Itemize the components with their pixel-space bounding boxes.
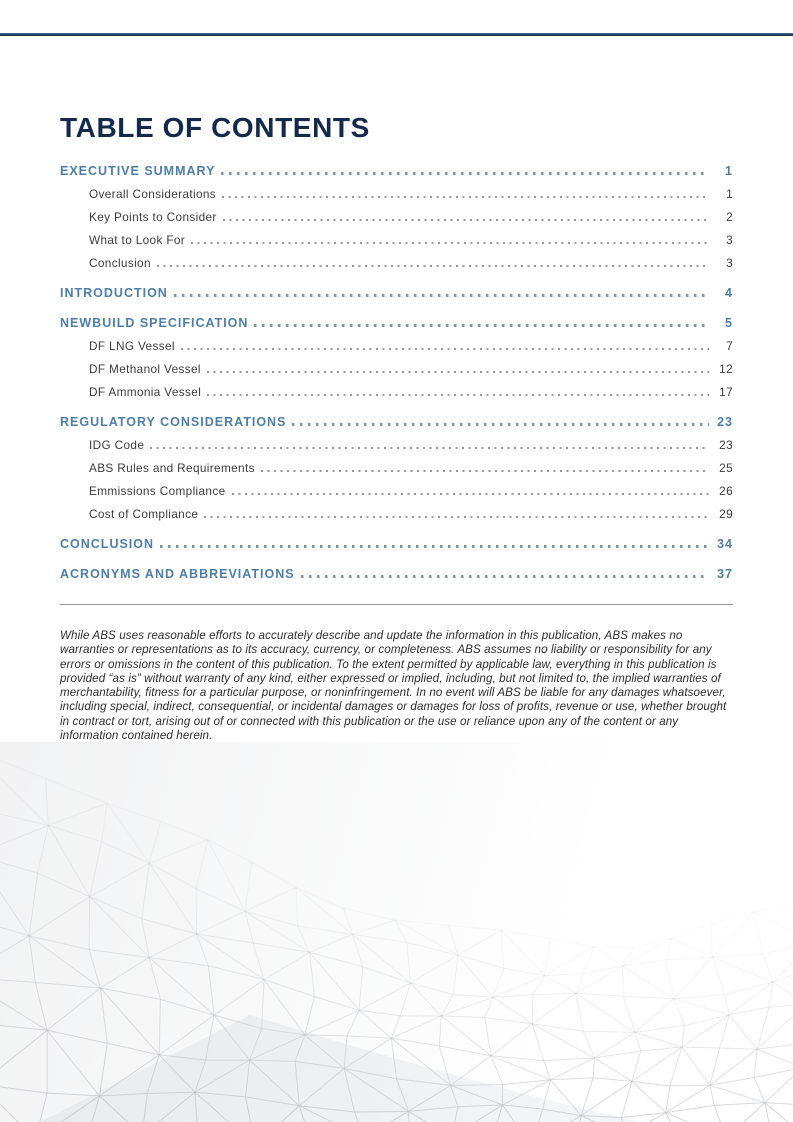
toc-entry-page: 7 (726, 338, 733, 353)
toc-entry-page: 25 (719, 460, 733, 475)
toc-entry-page: 1 (725, 163, 733, 178)
toc-entry-page: 5 (725, 315, 733, 330)
toc-leader-dots (292, 423, 709, 426)
toc-entry-page: 3 (726, 232, 733, 247)
toc-leader-dots (150, 447, 709, 449)
toc-entry[interactable] (60, 380, 733, 403)
toc-leader-dots (223, 219, 709, 221)
toc-entry[interactable] (60, 228, 733, 251)
toc-entry-label: What to Look For (89, 232, 186, 247)
toc-entry-page: 34 (717, 536, 733, 551)
toc-leader-dots (191, 242, 709, 244)
toc-entry-label: Emmissions Compliance (89, 483, 226, 498)
toc-leader-dots (174, 294, 709, 297)
toc-entry[interactable] (60, 334, 733, 357)
background-gray-wash (0, 742, 793, 1122)
toc-entry-label: NEWBUILD SPECIFICATION (60, 315, 249, 330)
toc-leader-dots (181, 348, 709, 350)
toc-entry[interactable] (60, 562, 733, 585)
toc-entry[interactable] (60, 357, 733, 380)
toc-entry[interactable] (60, 159, 733, 182)
toc-leader-dots (160, 545, 709, 548)
toc-entry-label: IDG Code (89, 437, 145, 452)
toc-entry-label: REGULATORY CONSIDERATIONS (60, 414, 287, 429)
disclaimer-text: While ABS uses reasonable efforts to accurately describe and update the information in this publication, ABS makes no warranties or representations as to its accuracy, currency, or completeness. ABS assumes no liability or responsibility for any errors or omissions in the content of this publication. To the extent permitted by applicable law, everything in this publication is provided “as is” without warranty of any kind, either expressed or implied, including, but not limited to, the implied warranties of merchantability, fitness for a particular purpose, or noninfringement. In no event will ABS be liable for any damages whatsoever, including special, indirect, consequential, or incidental damages or damages for loss of profits, revenue or use, whether brought in contract or tort, arising out of or connected with this publication or the use or reliance upon any of the content or any information contained herein. (60, 629, 727, 743)
toc-content-block (60, 112, 733, 743)
toc-entry[interactable] (60, 479, 733, 502)
toc-entry-page: 37 (717, 566, 733, 581)
toc-entry-label: Key Points to Consider (89, 209, 217, 224)
toc-leader-dots (207, 371, 709, 373)
toc-entry-label: ABS Rules and Requirements (89, 460, 255, 475)
toc-entry[interactable] (60, 456, 733, 479)
toc-leader-dots (254, 324, 709, 327)
toc-entry-page: 2 (726, 209, 733, 224)
toc-entry[interactable] (60, 502, 733, 525)
toc-leader-dots (261, 470, 709, 472)
toc-entry[interactable] (60, 205, 733, 228)
toc-entry[interactable] (60, 532, 733, 555)
toc-entry-label: Overall Considerations (89, 186, 217, 201)
toc-leader-dots (204, 516, 709, 518)
toc-entry-page: 23 (717, 414, 733, 429)
toc-leader-dots (207, 394, 709, 396)
toc-entry-page: 23 (719, 437, 733, 452)
toc-entry-page: 3 (726, 255, 733, 270)
toc-entry[interactable] (60, 182, 733, 205)
toc-entry-label: Conclusion (89, 255, 151, 270)
toc-entry[interactable] (60, 410, 733, 433)
divider-line (60, 604, 733, 605)
toc-entry-label: DF LNG Vessel (89, 338, 175, 353)
toc-entry-label: EXECUTIVE SUMMARY (60, 163, 216, 178)
toc-leader-dots (222, 196, 709, 198)
toc-entry-label: INTRODUCTION (60, 285, 168, 300)
toc-entry-page: 12 (719, 361, 733, 376)
toc-entry[interactable] (60, 433, 733, 456)
toc-entry-label: DF Methanol Vessel (89, 361, 201, 376)
toc-entry-label: CONCLUSION (60, 536, 155, 551)
toc-entry-label: ACRONYMS AND ABBREVIATIONS (60, 566, 295, 581)
toc-entry[interactable] (60, 281, 733, 304)
toc-entry-page: 26 (719, 483, 733, 498)
toc-leader-dots (232, 493, 710, 495)
toc-entry[interactable] (60, 311, 733, 334)
toc-entry-page: 1 (726, 186, 733, 201)
page-title: TABLE OF CONTENTS (60, 112, 370, 143)
toc-leader-dots (157, 265, 709, 267)
toc-leader-dots (221, 172, 709, 175)
toc-entry-page: 17 (719, 384, 733, 399)
table-of-contents (60, 159, 733, 585)
toc-entry-page: 29 (719, 506, 733, 521)
top-rule (0, 33, 793, 36)
toc-entry[interactable] (60, 251, 733, 274)
toc-entry-page: 4 (725, 285, 733, 300)
toc-leader-dots (301, 575, 709, 578)
toc-entry-label: DF Ammonia Vessel (89, 384, 202, 399)
toc-entry-label: Cost of Compliance (89, 506, 199, 521)
